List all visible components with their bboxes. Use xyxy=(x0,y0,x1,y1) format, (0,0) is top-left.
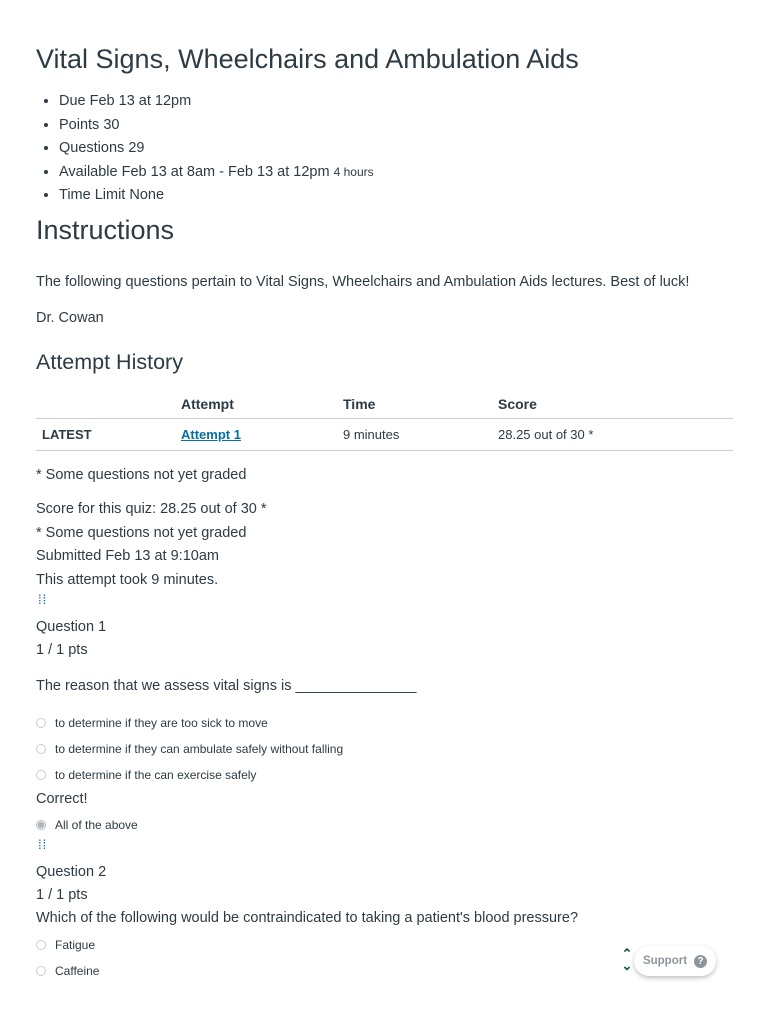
column-header-score: Score xyxy=(498,389,733,419)
question-2-points: 1 / 1 pts xyxy=(36,887,88,903)
instructions-signature: Dr. Cowan xyxy=(36,310,104,326)
column-header-time: Time xyxy=(343,389,498,419)
drag-handle-icon[interactable]: ⁞⁞ xyxy=(38,592,48,607)
radio-button xyxy=(36,940,46,950)
detail-due: • Due Feb 13 at 12pm xyxy=(59,90,374,114)
radio-button-selected xyxy=(36,820,46,830)
quiz-title: Vital Signs, Wheelchairs and Ambulation Aids xyxy=(36,44,579,74)
table-header-row xyxy=(36,389,733,419)
support-button[interactable]: Support ? xyxy=(634,946,716,976)
radio-button xyxy=(36,770,46,780)
question-1-answer-2: to determine if they can ambulate safely without falling xyxy=(36,742,343,756)
question-1-answer-3: to determine if the can exercise safely xyxy=(36,768,256,782)
radio-button xyxy=(36,966,46,976)
column-header-attempt: Attempt xyxy=(181,389,343,419)
score-note: * Some questions not yet graded xyxy=(36,525,247,541)
column-header-blank xyxy=(36,389,181,419)
attempt-1-link[interactable]: Attempt 1 xyxy=(181,427,241,442)
quiz-details xyxy=(36,90,374,208)
detail-questions: • Questions 29 xyxy=(59,137,374,161)
table-row xyxy=(36,419,733,451)
radio-button xyxy=(36,718,46,728)
latest-tag: LATEST xyxy=(36,419,181,451)
question-1-answer-1: to determine if they are too sick to move xyxy=(36,716,268,730)
question-1-selected-answer: All of the above xyxy=(36,818,138,832)
submitted-date: Submitted Feb 13 at 9:10am xyxy=(36,548,219,564)
available-duration: 4 hours xyxy=(333,164,374,179)
question-1-title: Question 1 xyxy=(36,619,107,635)
score-cell: 28.25 out of 30 * xyxy=(498,419,733,451)
attempt-duration: This attempt took 9 minutes. xyxy=(36,572,219,588)
question-2-answer-2: Caffeine xyxy=(36,964,99,978)
quiz-score: Score for this quiz: 28.25 out of 30 * xyxy=(36,501,267,517)
instructions-text: The following questions pertain to Vital Signs, Wheelchairs and Ambulation Aids lectures. Best of luck! xyxy=(36,274,690,290)
question-2-title: Question 2 xyxy=(36,864,107,880)
question-1-feedback: Correct! xyxy=(36,791,88,807)
question-1-text: The reason that we assess vital signs is _______________ xyxy=(36,678,417,694)
question-circle-icon: ? xyxy=(694,955,707,968)
question-2-answer-1: Fatigue xyxy=(36,938,95,952)
detail-available: • Available Feb 13 at 8am - Feb 13 at 12pm 4 hours xyxy=(59,161,374,185)
drag-handle-icon[interactable]: ⁞⁞ xyxy=(38,837,48,852)
attempt-cell xyxy=(181,419,343,451)
detail-points: • Points 30 xyxy=(59,114,374,138)
grading-footnote: * Some questions not yet graded xyxy=(36,467,247,483)
attempt-history-table xyxy=(36,389,733,451)
scroll-toggle-icon[interactable]: ⌃ ⌄ xyxy=(621,946,633,973)
question-2-text: Which of the following would be contraindicated to taking a patient's blood pressure? xyxy=(36,910,579,926)
detail-time-limit: • Time Limit None xyxy=(59,184,374,208)
radio-button xyxy=(36,744,46,754)
attempt-history-heading: Attempt History xyxy=(36,350,183,374)
time-cell: 9 minutes xyxy=(343,419,498,451)
instructions-heading: Instructions xyxy=(36,215,175,245)
question-1-points: 1 / 1 pts xyxy=(36,642,88,658)
